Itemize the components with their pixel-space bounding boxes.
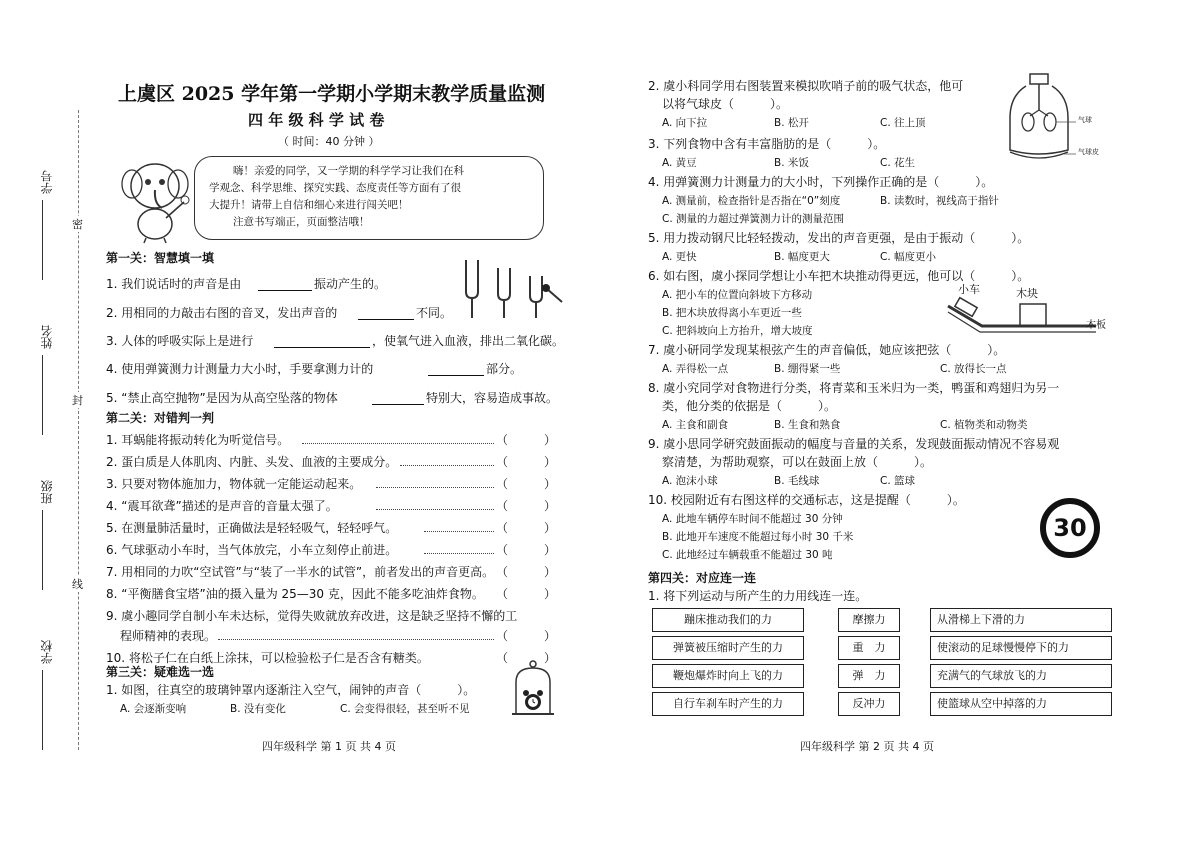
match-right-3[interactable]: 充满气的气球放飞的力 xyxy=(930,664,1112,688)
s2-answer-3[interactable]: （ ） xyxy=(496,477,557,491)
s2-item-10: 10. 将松子仁在白纸上涂抹，可以检验松子仁是否含有糖类。 xyxy=(106,651,429,665)
s3-q10-opt-b[interactable]: B. 此地开车速度不能超过每小时 30 千米 xyxy=(662,531,854,543)
s2-dots xyxy=(218,639,494,640)
s2-item-9: 9. 虞小趣同学自制小车未达标，觉得失败就放弃改进，这是缺乏坚持不懈的工 xyxy=(106,609,518,623)
s3-q9-opt-c[interactable]: C. 篮球 xyxy=(880,475,916,487)
s2-dots xyxy=(376,487,494,488)
s3-q7-opt-b[interactable]: B. 绷得紧一些 xyxy=(774,363,841,375)
s1-q2-text-b: 不同。 xyxy=(416,306,453,320)
s2-answer-8[interactable]: （ ） xyxy=(496,587,557,601)
s1-q5-text-b: 特别大，容易造成事故。 xyxy=(426,391,559,405)
s3-q2-stem-2: 以将气球皮（ ）。 xyxy=(662,97,789,111)
bell-jar-clock-illustration xyxy=(510,660,556,716)
match-left-2[interactable]: 弹簧被压缩时产生的力 xyxy=(652,636,804,660)
field-line-school[interactable] xyxy=(42,670,43,750)
s3-q8-stem-1: 8. 虞小究同学对食物进行分类，将青菜和玉米归为一类，鸭蛋和鸡翅归为另一 xyxy=(648,381,1060,395)
greeting-line-3: 大提升！请带上自信和细心来进行闯关吧！ xyxy=(209,199,409,211)
s3-q1-opt-a[interactable]: A. 会逐渐变响 xyxy=(120,703,187,715)
s3-q3-opt-a[interactable]: A. 黄豆 xyxy=(662,157,697,169)
s3-q4-opt-b[interactable]: B. 读数时，视线高于指针 xyxy=(880,195,999,207)
lung-label-balloon: 气球 xyxy=(1078,116,1092,124)
s2-item-1: 1. 耳蜗能将振动转化为听觉信号。 xyxy=(106,433,290,447)
s3-q7-opt-c[interactable]: C. 放得长一点 xyxy=(940,363,1007,375)
greeting-line-1: 嗨！亲爱的同学，又一学期的科学学习让我们在科 xyxy=(233,165,464,177)
field-label-school: 学校 xyxy=(40,640,54,664)
s2-item-7: 7. 用相同的力吹“空试管”与“装了一半水的试管”，前者发出的声音更高。 xyxy=(106,565,495,579)
s2-item-9-cont: 程师精神的表现。 xyxy=(120,629,217,643)
section-2-title: 第二关：对错判一判 xyxy=(106,411,215,425)
s3-q3-opt-c[interactable]: C. 花生 xyxy=(880,157,916,169)
s2-item-8: 8. “平衡膳食宝塔”油的摄入量为 25—30 克，因此不能多吃油炸食物。 xyxy=(106,587,484,601)
match-right-4[interactable]: 使篮球从空中掉落的力 xyxy=(930,692,1112,716)
s1-q5-blank[interactable] xyxy=(372,404,424,405)
section-1-title: 第一关：智慧填一填 xyxy=(106,251,215,265)
s3-q6-opt-b[interactable]: B. 把木块放得离小车更近一些 xyxy=(662,307,802,319)
match-mid-2[interactable]: 重 力 xyxy=(838,636,900,660)
page-title: 上虞区 2025 学年第一学期小学期末教学质量监测 xyxy=(118,83,546,105)
seal-char-feng: 封 xyxy=(72,394,83,407)
s3-q6-opt-c[interactable]: C. 把斜坡向上方抬升，增大坡度 xyxy=(662,325,813,337)
mascot-elephant-illustration xyxy=(118,152,192,244)
field-line-student-number[interactable] xyxy=(42,200,43,280)
s3-q5-opt-c[interactable]: C. 幅度更小 xyxy=(880,251,937,263)
s2-item-6: 6. 气球驱动小车时，当气体放完，小车立刻停止前进。 xyxy=(106,543,398,557)
s3-q7-stem: 7. 虞小研同学发现某根弦产生的声音偏低，她应该把弦（ ）。 xyxy=(648,343,1006,357)
page-1-footer: 四年级科学 第 1 页 共 4 页 xyxy=(262,740,396,753)
greeting-line-4: 注意书写端正，页面整洁哦！ xyxy=(233,216,370,228)
match-mid-4[interactable]: 反冲力 xyxy=(838,692,900,716)
seal-char-mi: 密 xyxy=(72,218,83,231)
s1-q4-text-b: 部分。 xyxy=(486,362,523,376)
s3-q8-opt-a[interactable]: A. 主食和副食 xyxy=(662,419,729,431)
s2-answer-6[interactable]: （ ） xyxy=(496,543,557,557)
match-right-2[interactable]: 使滚动的足球慢慢停下的力 xyxy=(930,636,1112,660)
greeting-bubble xyxy=(194,156,544,240)
seal-dashed-line xyxy=(78,110,79,750)
match-mid-1[interactable]: 摩擦力 xyxy=(838,608,900,632)
seal-char-xian: 线 xyxy=(72,578,83,591)
field-label-class: 班级 xyxy=(40,480,54,504)
s3-q4-stem: 4. 用弹簧测力计测量力的大小时，下列操作正确的是（ ）。 xyxy=(648,175,994,189)
s3-q8-opt-c[interactable]: C. 植物类和动物类 xyxy=(940,419,1028,431)
s2-item-2: 2. 蛋白质是人体肌肉、内脏、头发、血液的主要成分。 xyxy=(106,455,398,469)
s3-q5-stem: 5. 用力拨动钢尺比轻轻拨动，发出的声音更强，是由于振动（ ）。 xyxy=(648,231,1030,245)
s2-dots xyxy=(400,465,494,466)
match-mid-3[interactable]: 弹 力 xyxy=(838,664,900,688)
s3-q2-opt-b[interactable]: B. 松开 xyxy=(774,117,809,129)
s3-q2-opt-a[interactable]: A. 向下拉 xyxy=(662,117,708,129)
s3-q6-stem: 6. 如右图，虞小探同学想让小车把木块推动得更远，他可以（ ）。 xyxy=(648,269,1030,283)
s1-q4-text-a: 4. 使用弹簧测力计测量力大小时，手要拿测力计的 xyxy=(106,362,374,376)
s1-q5-text-a: 5. “禁止高空抛物”是因为从高空坠落的物体 xyxy=(106,391,338,405)
s1-q1-blank[interactable] xyxy=(258,290,312,291)
s3-q5-opt-a[interactable]: A. 更快 xyxy=(662,251,697,263)
s3-q10-opt-a[interactable]: A. 此地车辆停车时间不能超过 30 分钟 xyxy=(662,513,843,525)
field-label-name: 姓名 xyxy=(40,325,54,349)
s1-q3-blank[interactable] xyxy=(274,347,370,348)
s3-q9-opt-a[interactable]: A. 泡沫小球 xyxy=(662,475,718,487)
s1-q1-text-a: 1. 我们说话时的声音是由 xyxy=(106,277,242,291)
s3-q4-opt-a[interactable]: A. 测量前，检查指针是否指在“0”刻度 xyxy=(662,195,841,207)
s2-item-5: 5. 在测量肺活量时，正确做法是轻轻吸气，轻轻呼气。 xyxy=(106,521,398,535)
s3-q6-opt-a[interactable]: A. 把小车的位置向斜坡下方移动 xyxy=(662,289,813,301)
label-block: 木块 xyxy=(1016,287,1038,300)
binding-margin xyxy=(20,110,100,760)
field-label-student-number: 学号 xyxy=(40,170,54,194)
label-board: 木板 xyxy=(1086,320,1106,331)
s3-q9-stem-1: 9. 虞小思同学研究鼓面振动的幅度与音量的关系，发现鼓面振动情况不容易观 xyxy=(648,437,1060,451)
s2-answer-2[interactable]: （ ） xyxy=(496,455,557,469)
s3-q1-opt-b[interactable]: B. 没有变化 xyxy=(230,703,286,715)
section-3-title: 第三关：疑难选一选 xyxy=(106,665,215,679)
s1-q1-text-b: 振动产生的。 xyxy=(314,277,387,291)
s2-dots xyxy=(424,531,494,532)
s1-q2-text-a: 2. 用相同的力敲击右图的音叉，发出声音的 xyxy=(106,306,338,320)
s2-answer-9[interactable]: （ ） xyxy=(496,629,557,643)
match-left-4[interactable]: 自行车刹车时产生的力 xyxy=(652,692,804,716)
s3-q8-stem-2: 类，他分类的依据是（ ）。 xyxy=(662,399,837,413)
lung-model-illustration xyxy=(1004,72,1100,164)
exam-time: （ 时间：40 分钟 ） xyxy=(278,135,380,148)
match-right-1[interactable]: 从滑梯上下滑的力 xyxy=(930,608,1112,632)
s3-q3-stem: 3. 下列食物中含有丰富脂肪的是（ ）。 xyxy=(648,137,886,151)
s2-answer-7[interactable]: （ ） xyxy=(496,565,557,579)
s3-q3-opt-b[interactable]: B. 米饭 xyxy=(774,157,809,169)
s1-q3-text-b: ，使氧气进入血液，排出二氧化碳。 xyxy=(372,334,565,348)
speed-limit-sign-icon: 30 xyxy=(1040,498,1100,558)
s2-item-4: 4. “震耳欲聋”描述的是声音的音量太强了。 xyxy=(106,499,338,513)
s3-q10-stem: 10. 校园附近有右图这样的交通标志，这是提醒（ ）。 xyxy=(648,493,965,507)
s3-q5-opt-b[interactable]: B. 幅度更大 xyxy=(774,251,830,263)
field-line-class[interactable] xyxy=(42,510,43,590)
s4-instruction: 1. 将下列运动与所产生的力用线连一连。 xyxy=(648,589,868,603)
page-subtitle: 四 年 级 科 学 试 卷 xyxy=(248,111,385,129)
s3-q9-stem-2: 察清楚，为帮助观察，可以在鼓面上放（ ）。 xyxy=(662,455,933,469)
s2-answer-10[interactable]: （ ） xyxy=(496,651,557,665)
page-2-footer: 四年级科学 第 2 页 共 4 页 xyxy=(800,740,934,753)
s3-q7-opt-a[interactable]: A. 弄得松一点 xyxy=(662,363,729,375)
s3-q2-stem-1: 2. 虞小科同学用右图装置来模拟吹哨子前的吸气状态，他可 xyxy=(648,79,964,93)
section-4-title: 第四关：对应连一连 xyxy=(648,571,757,585)
ramp-cart-illustration xyxy=(946,283,1116,338)
s2-dots xyxy=(424,553,494,554)
s1-q3-text-a: 3. 人体的呼吸实际上是进行 xyxy=(106,334,254,348)
s1-q4-blank[interactable] xyxy=(428,375,484,376)
s3-q2-opt-c[interactable]: C. 往上顶 xyxy=(880,117,926,129)
tuning-forks-illustration xyxy=(462,258,568,320)
match-left-3[interactable]: 鞭炮爆炸时向上飞的力 xyxy=(652,664,804,688)
s2-answer-5[interactable]: （ ） xyxy=(496,521,557,535)
s2-dots xyxy=(376,509,494,510)
s3-q4-opt-c[interactable]: C. 测量的力超过弹簧测力计的测量范围 xyxy=(662,213,845,225)
label-cart: 小车 xyxy=(958,283,980,296)
s1-q2-blank[interactable] xyxy=(358,319,414,320)
s2-dots xyxy=(302,443,494,444)
s3-q1-stem: 1. 如图，往真空的玻璃钟罩内逐渐注入空气，闹钟的声音（ ）。 xyxy=(106,683,476,697)
s2-item-3: 3. 只要对物体施加力，物体就一定能运动起来。 xyxy=(106,477,362,491)
lung-label-membrane: 气球皮 xyxy=(1078,148,1099,156)
s3-q9-opt-b[interactable]: B. 毛线球 xyxy=(774,475,820,487)
s3-q1-opt-c[interactable]: C. 会变得很轻，甚至听不见 xyxy=(340,703,470,715)
greeting-line-2: 学观念、科学思维、探究实践、态度责任等方面有了很 xyxy=(209,182,461,194)
field-line-name[interactable] xyxy=(42,355,43,435)
s3-q8-opt-b[interactable]: B. 生食和熟食 xyxy=(774,419,841,431)
match-left-1[interactable]: 蹦床推动我们的力 xyxy=(652,608,804,632)
s2-answer-1[interactable]: （ ） xyxy=(496,433,557,447)
s3-q10-opt-c[interactable]: C. 此地经过车辆载重不能超过 30 吨 xyxy=(662,549,833,561)
s2-answer-4[interactable]: （ ） xyxy=(496,499,557,513)
